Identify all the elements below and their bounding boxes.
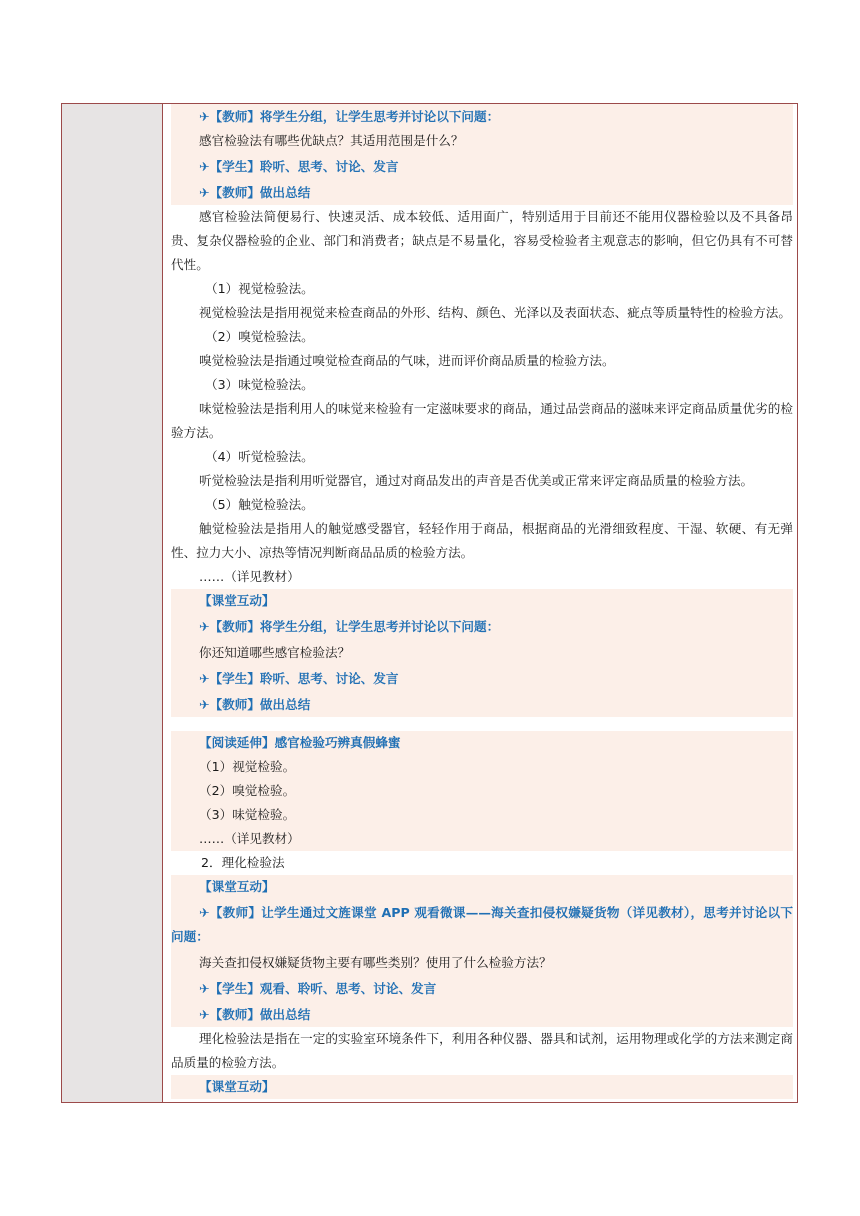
method-description: 视觉检验法是指用视觉来检查商品的外形、结构、颜色、光泽以及表面状态、疵点等质量特性的检验方法。 (199, 305, 791, 320)
content-cell (171, 104, 793, 1099)
reading-heading: 【阅读延伸】感官检验巧辨真假蜂蜜 (199, 735, 401, 750)
reading-item: （1）视觉检验。 (199, 759, 296, 774)
lesson-table (61, 103, 798, 1103)
physchem-paragraph: 理化检验法是指在一定的实验室环境条件下，利用各种仪器、器具和试剂，运用物理或化学的方法来测定商品质量的检验方法。 (171, 1031, 793, 1070)
discussion-block-4 (171, 1075, 793, 1099)
teacher-task: ✈【教师】让学生通过文旌课堂 APP 观看微课——海关查扣侵权嫌疑货物（详见教材），思考并讨论以下问题： (171, 905, 793, 944)
teacher-task: ✈【教师】将学生分组，让学生思考并讨论以下问题： (199, 619, 500, 634)
discussion-block-1 (171, 104, 793, 205)
reading-extension-block (171, 731, 793, 851)
discussion-block-2 (171, 589, 793, 717)
method-description: 触觉检验法是指用人的触觉感受器官，轻轻作用于商品，根据商品的光滑细致程度、干湿、软硬、有无弹性、拉力大小、凉热等情况判断商品品质的检验方法。 (171, 521, 793, 560)
method-title: （3）味觉检验法。 (205, 377, 314, 392)
method-description: 味觉检验法是指利用人的味觉来检验有一定滋味要求的商品，通过品尝商品的滋味来评定商品质量优劣的检验方法。 (171, 401, 793, 440)
method-title: （1）视觉检验法。 (205, 281, 314, 296)
spacer (171, 717, 793, 731)
reading-item: （3）味觉检验。 (199, 807, 296, 822)
question: 感官检验法有哪些优缺点？其适用范围是什么？ (199, 133, 464, 148)
overview-paragraph: 感官检验法简便易行、快速灵活、成本较低、适用面广，特别适用于目前还不能用仪器检验以及不具备昂贵、复杂仪器检验的企业、部门和消费者；缺点是不易量化，容易受检验者主观意志的影响，但它仍具有不可替代性。 (171, 209, 793, 272)
method-description: 嗅觉检验法是指通过嗅觉检查商品的气味，进而评价商品质量的检验方法。 (199, 353, 615, 368)
interaction-heading: 【课堂互动】 (199, 1079, 275, 1094)
method-description: 听觉检验法是指利用听觉器官，通过对商品发出的声音是否优美或正常来评定商品质量的检验方法。 (199, 473, 754, 488)
section-title: 2．理化检验法 (201, 855, 285, 870)
method-title: （2）嗅觉检验法。 (205, 329, 314, 344)
method-title: （4）听觉检验法。 (205, 449, 314, 464)
more-note: ……（详见教材） (199, 831, 300, 846)
teacher-task: ✈【教师】将学生分组，让学生思考并讨论以下问题： (199, 109, 500, 124)
teacher-summary: ✈【教师】做出总结 (199, 1007, 311, 1022)
interaction-heading: 【课堂互动】 (199, 879, 275, 894)
left-column-cell (62, 104, 163, 1102)
more-note: ……（详见教材） (199, 569, 300, 584)
discussion-block-3 (171, 875, 793, 1027)
student-activity: ✈【学生】观看、聆听、思考、讨论、发言 (199, 981, 437, 996)
question: 海关查扣侵权嫌疑货物主要有哪些类别？使用了什么检验方法？ (199, 955, 552, 970)
teacher-summary: ✈【教师】做出总结 (199, 185, 311, 200)
interaction-heading: 【课堂互动】 (199, 593, 275, 608)
question: 你还知道哪些感官检验法？ (199, 645, 351, 660)
reading-item: （2）嗅觉检验。 (199, 783, 296, 798)
teacher-summary: ✈【教师】做出总结 (199, 697, 311, 712)
student-activity: ✈【学生】聆听、思考、讨论、发言 (199, 159, 399, 174)
student-activity: ✈【学生】聆听、思考、讨论、发言 (199, 671, 399, 686)
method-title: （5）触觉检验法。 (205, 497, 314, 512)
